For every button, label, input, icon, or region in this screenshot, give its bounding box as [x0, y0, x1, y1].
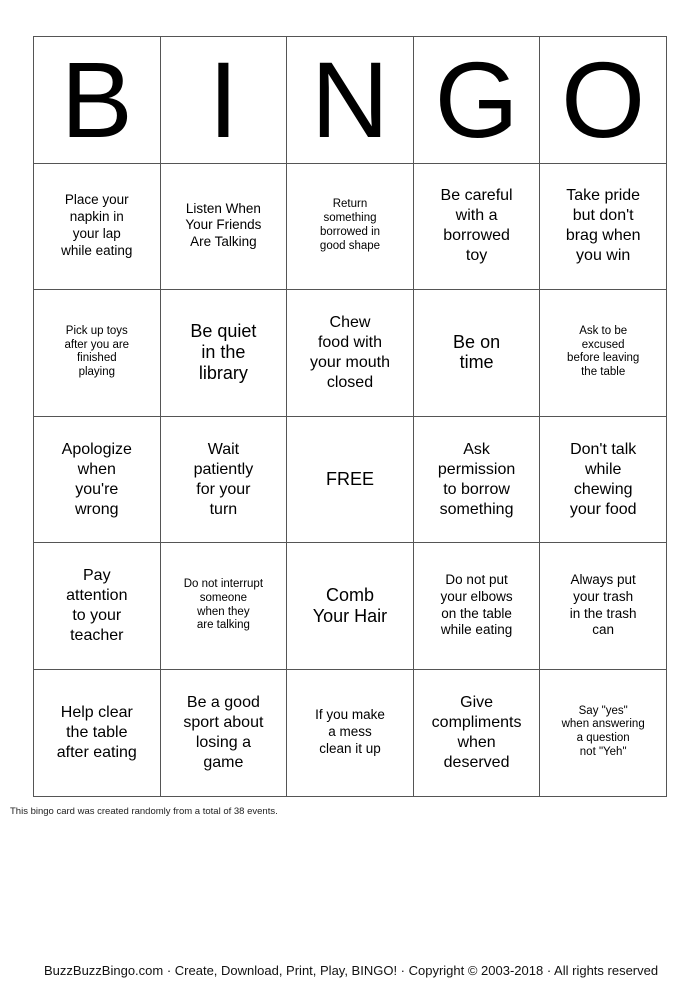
bingo-cell — [413, 163, 540, 290]
cell-text — [313, 585, 387, 626]
cell-line: while eating — [440, 622, 513, 638]
cell-line: your elbows — [440, 588, 513, 604]
bingo-card — [33, 36, 667, 797]
cell-text — [570, 572, 637, 639]
cell-line: Be on — [453, 331, 501, 352]
cell-line: Ask to be — [579, 324, 628, 337]
cell-line: Pick up toys — [65, 324, 128, 337]
cell-line: game — [203, 753, 244, 771]
cell-line: before leaving — [567, 352, 640, 365]
cell-line: Are Talking — [190, 234, 257, 250]
cell-text — [453, 332, 500, 373]
cell-line: Give — [460, 693, 494, 711]
free-space-cell — [287, 416, 414, 543]
bingo-cell — [34, 669, 161, 796]
cell-line: a question — [576, 732, 630, 745]
cell-line: library — [198, 362, 248, 383]
cell-text — [65, 325, 130, 380]
cell-line: someone — [199, 591, 248, 604]
cell-line: deserved — [443, 753, 510, 771]
card-row — [34, 416, 667, 543]
cell-line: time — [459, 352, 494, 373]
cell-text — [183, 693, 263, 773]
cell-text — [62, 440, 132, 520]
bingo-cell — [160, 290, 287, 417]
cell-text — [570, 440, 637, 520]
bingo-cell — [287, 669, 414, 796]
cell-line: permission — [437, 460, 516, 478]
cell-line: borrowed — [443, 227, 510, 245]
cell-line: with a — [455, 207, 498, 225]
cell-line: Apologize — [61, 440, 132, 458]
bingo-cell — [540, 669, 667, 796]
cell-line: your trash — [573, 588, 634, 604]
cell-line: you're — [75, 480, 119, 498]
cell-line: playing — [78, 366, 116, 379]
cell-text — [57, 703, 137, 763]
cell-line: good shape — [319, 239, 381, 252]
card-row — [34, 543, 667, 670]
bingo-cell — [160, 163, 287, 290]
cell-line: sport about — [183, 713, 264, 731]
cell-line: toy — [465, 247, 488, 265]
cell-text — [310, 313, 390, 393]
generation-note: This bingo card was created randomly from a total of 38 events. — [10, 806, 278, 817]
cell-line: borrowed in — [319, 225, 381, 238]
cell-text — [185, 201, 261, 251]
cell-line: Always put — [570, 572, 636, 588]
bingo-cell — [540, 416, 667, 543]
cell-line: your lap — [72, 225, 121, 241]
header-letter-b: B — [34, 37, 161, 164]
bingo-cell — [540, 163, 667, 290]
cell-line: Your Hair — [312, 605, 388, 626]
cell-line: when answering — [561, 718, 645, 731]
cell-line: when — [77, 460, 116, 478]
cell-line: turn — [209, 500, 238, 518]
card-row — [34, 669, 667, 796]
cell-line: excused — [581, 338, 625, 351]
cell-text — [562, 705, 645, 760]
cell-line: If you make — [315, 707, 385, 723]
cell-line: finished — [76, 352, 117, 365]
cell-line: Be careful — [440, 187, 513, 205]
cell-line: something — [439, 500, 514, 518]
bingo-cell — [287, 290, 414, 417]
cell-line: Your Friends — [185, 217, 262, 233]
cell-line: in the trash — [569, 605, 637, 621]
cell-text — [190, 321, 256, 383]
cell-line: on the table — [441, 605, 512, 621]
cell-line: Wait — [207, 440, 240, 458]
cell-line: but don't — [572, 207, 634, 225]
cell-line: wrong — [75, 500, 119, 518]
cell-line: to borrow — [443, 480, 510, 498]
cell-line: Chew — [329, 313, 371, 331]
bingo-cell — [160, 416, 287, 543]
cell-text — [441, 572, 513, 639]
cell-line: after you are — [64, 338, 130, 351]
cell-text — [566, 186, 641, 266]
bingo-cell — [413, 543, 540, 670]
bingo-cell — [287, 163, 414, 290]
cell-line: clean it up — [319, 740, 381, 756]
cell-text — [184, 578, 263, 633]
cell-line: Do not put — [445, 572, 508, 588]
cell-text — [320, 198, 380, 253]
bingo-cell — [540, 290, 667, 417]
card-row — [34, 290, 667, 417]
cell-line: Don't talk — [570, 440, 637, 458]
bingo-cell — [160, 543, 287, 670]
bingo-cell — [34, 290, 161, 417]
cell-line: attention — [66, 587, 128, 605]
cell-line: after eating — [56, 743, 137, 761]
cell-line: brag when — [565, 227, 641, 245]
bingo-cell — [287, 543, 414, 670]
cell-line: Help clear — [60, 703, 133, 721]
cell-line: not "Yeh" — [579, 746, 627, 759]
cell-line: patiently — [193, 460, 254, 478]
cell-line: Listen When — [185, 200, 261, 216]
bingo-cell — [413, 669, 540, 796]
cell-line: are talking — [196, 619, 250, 632]
cell-line: Be a good — [186, 693, 260, 711]
cell-line: Pay — [83, 567, 111, 585]
cell-line: Ask — [463, 440, 490, 458]
bingo-cell — [413, 416, 540, 543]
cell-line: Place your — [64, 192, 129, 208]
cell-text — [432, 693, 522, 773]
cell-text — [66, 566, 127, 646]
cell-line: napkin in — [69, 209, 124, 225]
cell-line: when they — [197, 605, 250, 618]
bingo-cell — [34, 543, 161, 670]
cell-line: for your — [196, 480, 251, 498]
cell-line: the table — [66, 723, 128, 741]
cell-line: while — [584, 460, 622, 478]
card-row — [34, 163, 667, 290]
bingo-cell — [413, 290, 540, 417]
cell-line: teacher — [70, 627, 124, 645]
cell-line: the table — [581, 366, 626, 379]
bingo-cell — [540, 543, 667, 670]
header-row — [34, 37, 667, 164]
cell-text — [315, 707, 385, 757]
cell-line: Comb — [325, 584, 374, 605]
cell-text — [61, 192, 132, 259]
cell-line: chewing — [573, 480, 633, 498]
header-letter-o: O — [540, 37, 667, 164]
cell-line: closed — [326, 373, 374, 391]
copyright-footer: BuzzBuzzBingo.com · Create, Download, Print, Play, BINGO! · Copyright © 2003-2018 · All rights reserved — [44, 963, 659, 978]
cell-text — [194, 440, 254, 520]
cell-line: a mess — [328, 723, 372, 739]
cell-line: losing a — [195, 733, 251, 751]
cell-text — [567, 325, 639, 380]
header-letter-i: I — [160, 37, 287, 164]
cell-line: something — [323, 212, 377, 225]
cell-line: when — [457, 733, 496, 751]
cell-text — [438, 440, 515, 520]
cell-line: FREE — [325, 468, 374, 489]
cell-line: can — [592, 622, 615, 638]
cell-line: food with — [317, 333, 382, 351]
header-letter-n: N — [287, 37, 414, 164]
cell-text — [441, 186, 513, 266]
bingo-cell — [34, 163, 161, 290]
cell-line: Say "yes" — [578, 704, 628, 717]
bingo-cell — [34, 416, 161, 543]
cell-line: Take pride — [566, 187, 641, 205]
cell-line: while eating — [61, 242, 133, 258]
header-letter-g: G — [413, 37, 540, 164]
cell-line: compliments — [431, 713, 522, 731]
cell-line: in the — [201, 342, 246, 363]
cell-line: Do not interrupt — [183, 578, 264, 591]
cell-line: to your — [72, 607, 122, 625]
bingo-cell — [160, 669, 287, 796]
cell-line: Be quiet — [190, 321, 257, 342]
cell-text — [326, 469, 374, 490]
cell-line: Return — [332, 198, 368, 211]
cell-line: your food — [569, 500, 637, 518]
cell-line: you win — [576, 247, 631, 265]
cell-line: your mouth — [309, 353, 390, 371]
